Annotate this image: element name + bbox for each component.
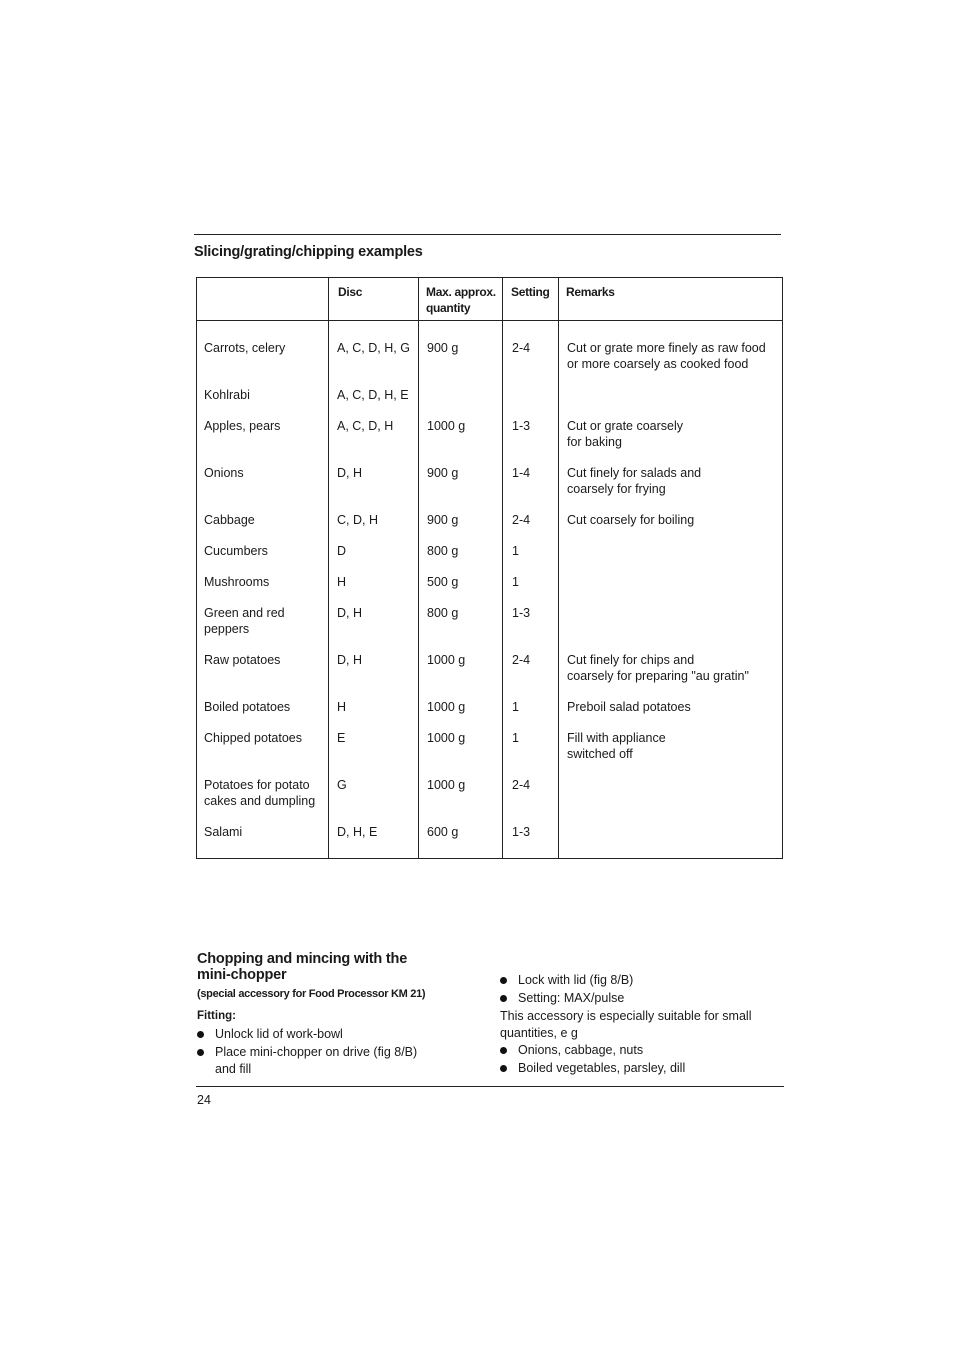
cell-disc: H <box>337 575 347 589</box>
cell-quantity: 500 g <box>427 575 459 589</box>
right-bullet-2: Setting: MAX/pulse <box>518 991 625 1005</box>
cell-quantity: 900 g <box>427 513 459 527</box>
cell-setting: 1 <box>512 700 519 714</box>
cell-quantity: 1000 g <box>427 700 466 714</box>
cell-setting: 1-4 <box>512 466 531 480</box>
cell-quantity: 1000 g <box>427 731 466 745</box>
cell-setting: 2-4 <box>512 513 531 527</box>
cell-quantity: 900 g <box>427 466 459 480</box>
cell-quantity: 1000 g <box>427 778 466 792</box>
column-divider <box>558 278 559 858</box>
right-bullet-1: Lock with lid (fig 8/B) <box>518 973 634 987</box>
cell-setting: 1-3 <box>512 825 531 839</box>
cell-food: Onions <box>204 466 244 480</box>
column-divider <box>502 278 503 858</box>
header-disc: Disc <box>338 285 363 299</box>
header-remarks: Remarks <box>566 285 615 299</box>
column-divider <box>418 278 419 858</box>
cell-disc: A, C, D, H, E <box>337 388 409 402</box>
cell-setting: 1-3 <box>512 606 531 620</box>
right-bullet-3: Onions, cabbage, nuts <box>518 1043 644 1057</box>
cell-setting: 2-4 <box>512 341 531 355</box>
cell-disc: E <box>337 731 346 745</box>
top-rule <box>194 234 781 235</box>
bullet-icon <box>500 995 507 1002</box>
cell-food: Cabbage <box>204 513 255 527</box>
cell-setting: 1 <box>512 575 519 589</box>
cell-remarks: Fill with appliance switched off <box>567 731 666 761</box>
cell-quantity: 1000 g <box>427 653 466 667</box>
cell-food: Boiled potatoes <box>204 700 291 714</box>
examples-table <box>196 277 783 859</box>
cell-setting: 1 <box>512 544 519 558</box>
header-setting: Setting <box>511 285 550 299</box>
cell-disc: D, H, E <box>337 825 378 839</box>
cell-food: Apples, pears <box>204 419 281 433</box>
cell-food: Salami <box>204 825 243 839</box>
fitting-label: Fitting: <box>197 1010 236 1022</box>
left-bullet-2: Place mini-chopper on drive (fig 8/B) and fill <box>215 1045 418 1076</box>
cell-setting: 2-4 <box>512 778 531 792</box>
bottom-rule <box>196 1086 784 1087</box>
bullet-icon <box>197 1031 204 1038</box>
bullet-icon <box>197 1049 204 1056</box>
chopping-subtitle: (special accessory for Food Processor KM 21) <box>197 988 426 1000</box>
cell-food: Carrots, celery <box>204 341 286 355</box>
cell-remarks: Cut finely for chips and coarsely for preparing "au gratin" <box>567 653 749 683</box>
header-quantity: Max. approx. quantity <box>426 285 496 315</box>
cell-disc: G <box>337 778 347 792</box>
cell-food: Kohlrabi <box>204 388 250 402</box>
cell-setting: 1 <box>512 731 519 745</box>
column-divider <box>328 278 329 858</box>
cell-disc: H <box>337 700 347 714</box>
cell-remarks: Cut finely for salads and coarsely for frying <box>567 466 702 496</box>
cell-remarks: Cut or grate more finely as raw food or more coarsely as cooked food <box>567 341 766 371</box>
cell-quantity: 900 g <box>427 341 459 355</box>
cell-quantity: 1000 g <box>427 419 466 433</box>
cell-remarks: Preboil salad potatoes <box>567 700 691 714</box>
cell-disc: D, H <box>337 466 362 480</box>
cell-disc: D <box>337 544 347 558</box>
cell-remarks: Cut or grate coarsely for baking <box>567 419 684 449</box>
bullet-icon <box>500 1047 507 1054</box>
page-number: 24 <box>197 1093 211 1107</box>
cell-disc: C, D, H <box>337 513 378 527</box>
cell-disc: A, C, D, H <box>337 419 394 433</box>
section-title: Slicing/grating/chipping examples <box>194 244 423 260</box>
accessory-note: This accessory is especially suitable for small quantities, e g <box>500 1009 752 1040</box>
bullet-icon <box>500 977 507 984</box>
cell-disc: D, H <box>337 653 362 667</box>
cell-setting: 2-4 <box>512 653 531 667</box>
cell-quantity: 800 g <box>427 544 459 558</box>
cell-food: Raw potatoes <box>204 653 281 667</box>
cell-quantity: 600 g <box>427 825 459 839</box>
cell-food: Mushrooms <box>204 575 270 589</box>
cell-disc: A, C, D, H, G <box>337 341 410 355</box>
cell-disc: D, H <box>337 606 362 620</box>
cell-quantity: 800 g <box>427 606 459 620</box>
right-bullet-4: Boiled vegetables, parsley, dill <box>518 1061 686 1075</box>
cell-remarks: Cut coarsely for boiling <box>567 513 695 527</box>
cell-food: Cucumbers <box>204 544 268 558</box>
cell-food: Chipped potatoes <box>204 731 302 745</box>
left-bullet-1: Unlock lid of work-bowl <box>215 1027 343 1041</box>
chopping-title: Chopping and mincing with the mini-chopper <box>197 951 408 983</box>
header-divider <box>197 320 782 321</box>
cell-setting: 1-3 <box>512 419 531 433</box>
cell-food: Green and red peppers <box>204 606 285 636</box>
bullet-icon <box>500 1065 507 1072</box>
cell-food: Potatoes for potato cakes and dumpling <box>204 778 316 808</box>
